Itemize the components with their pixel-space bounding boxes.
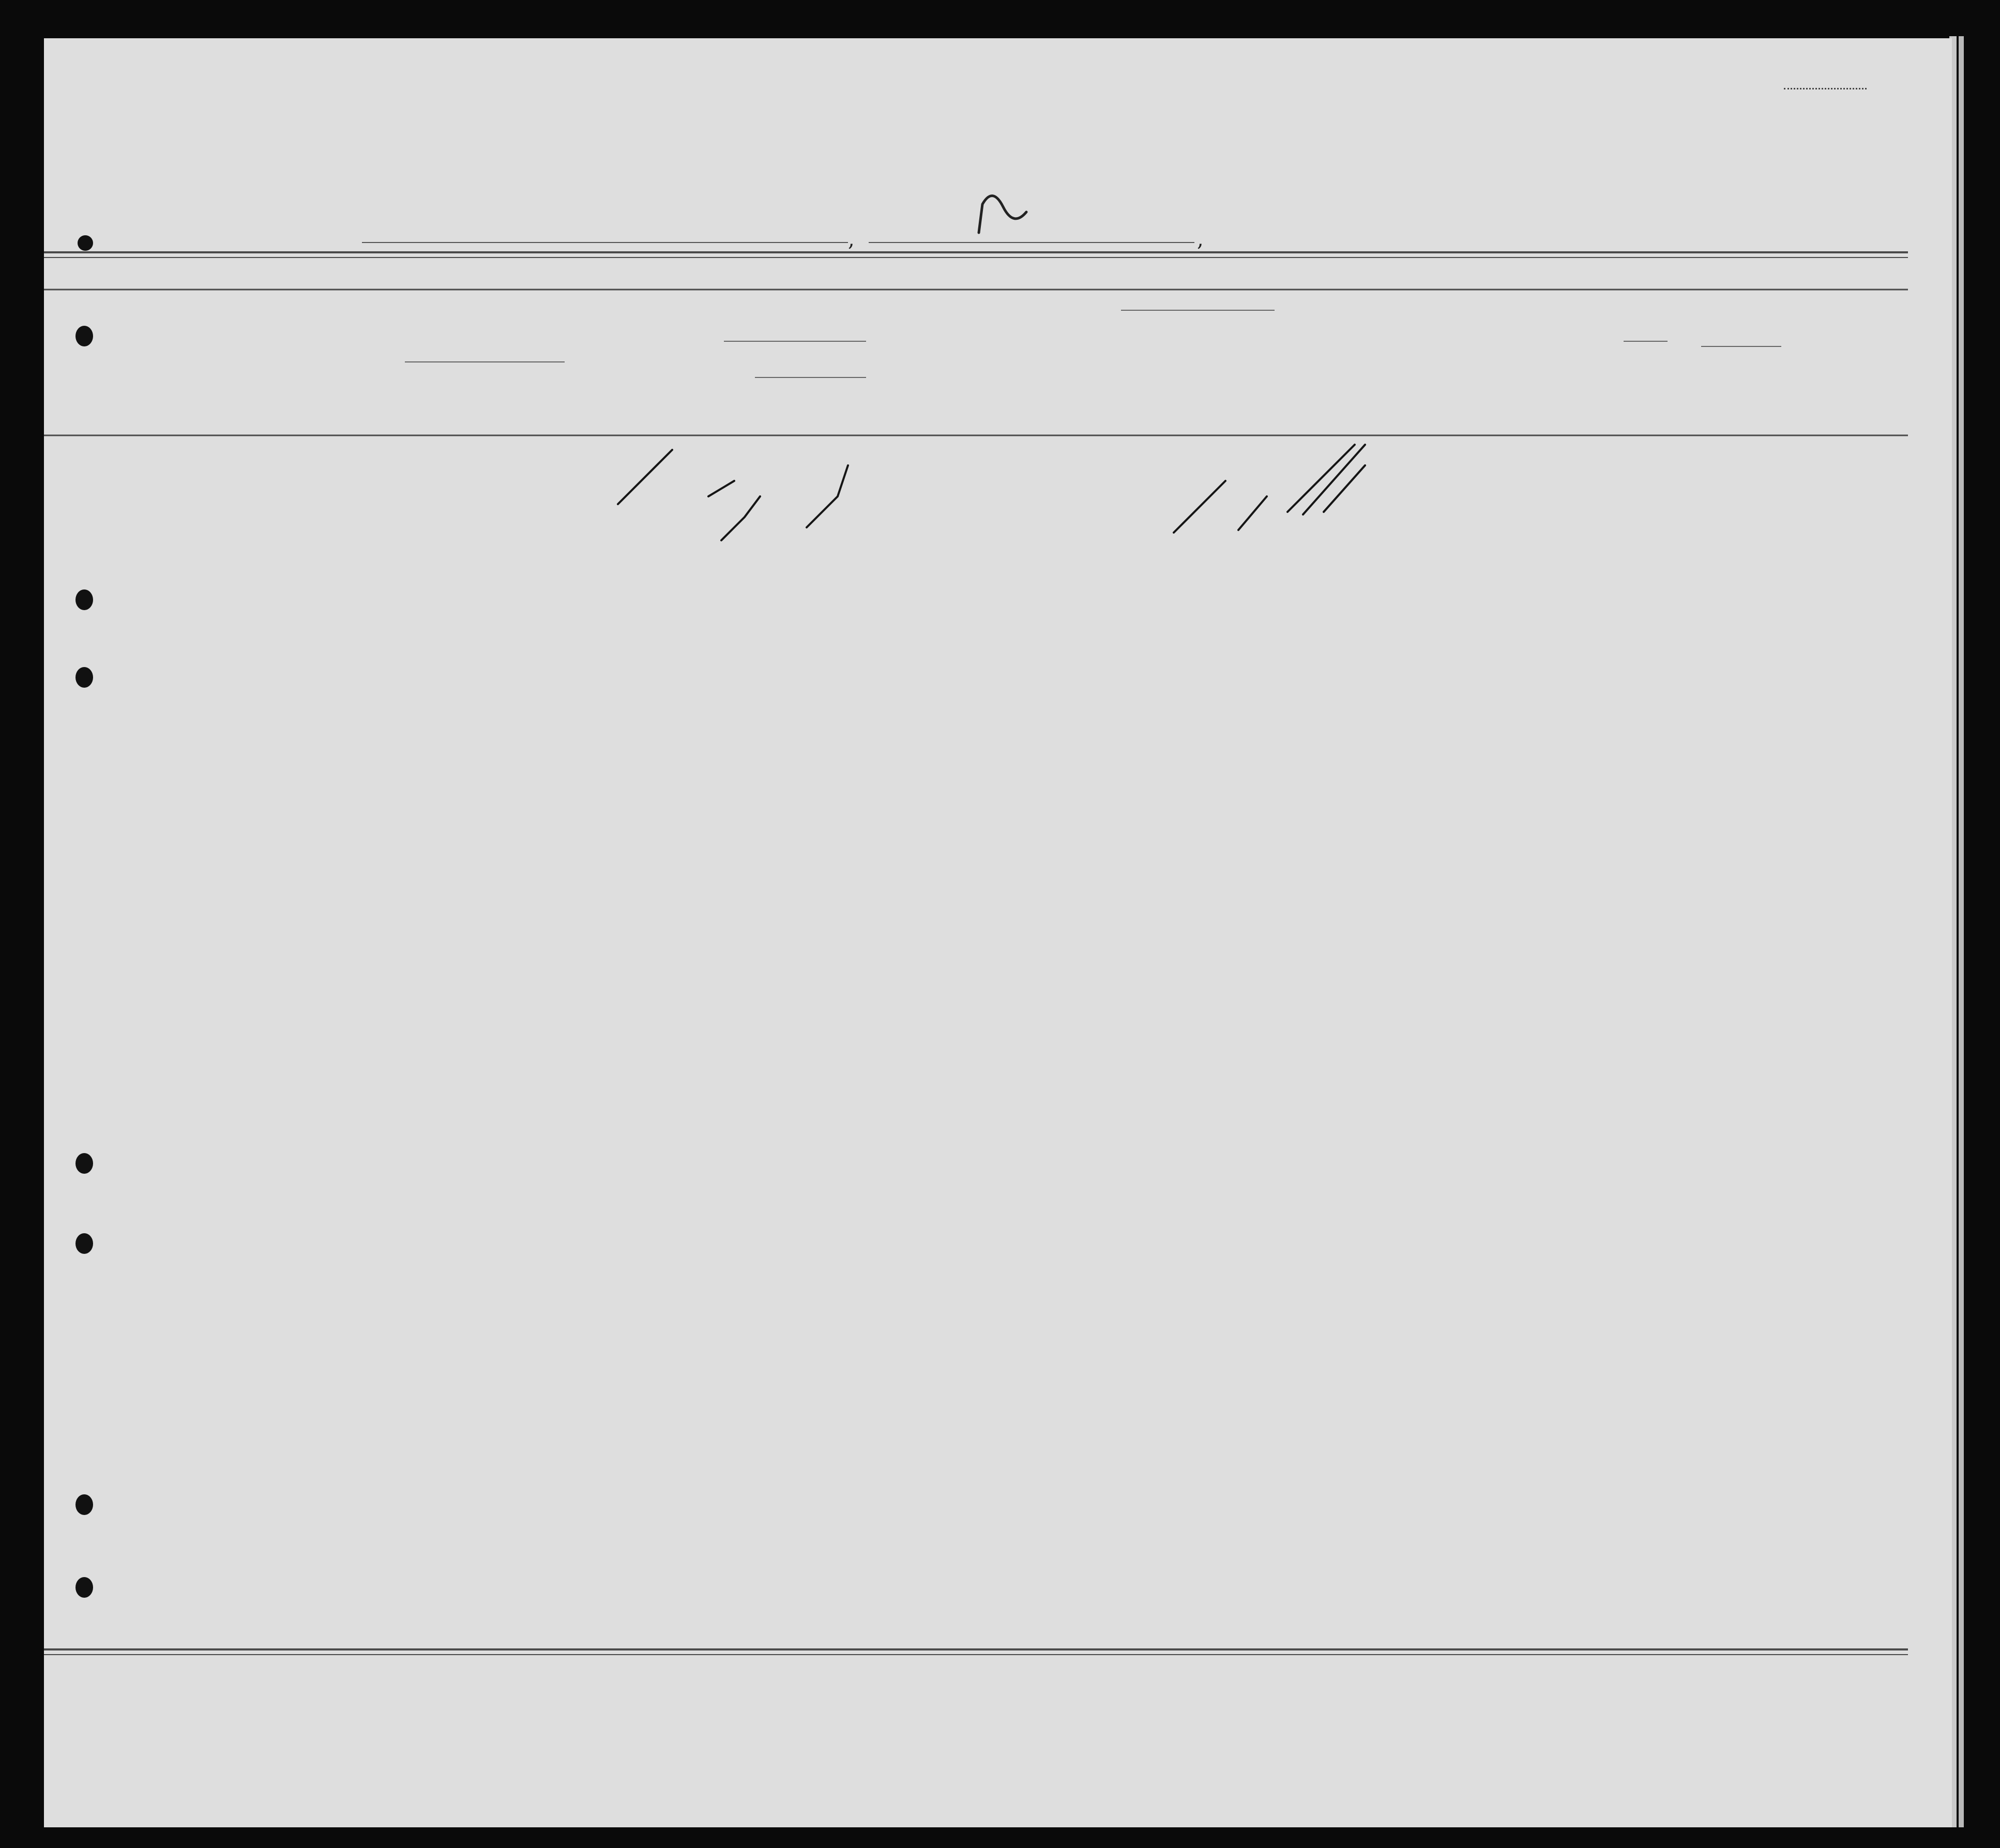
comma: , (848, 228, 855, 251)
date-scribble (979, 196, 1026, 233)
comma: , (1197, 228, 1204, 251)
